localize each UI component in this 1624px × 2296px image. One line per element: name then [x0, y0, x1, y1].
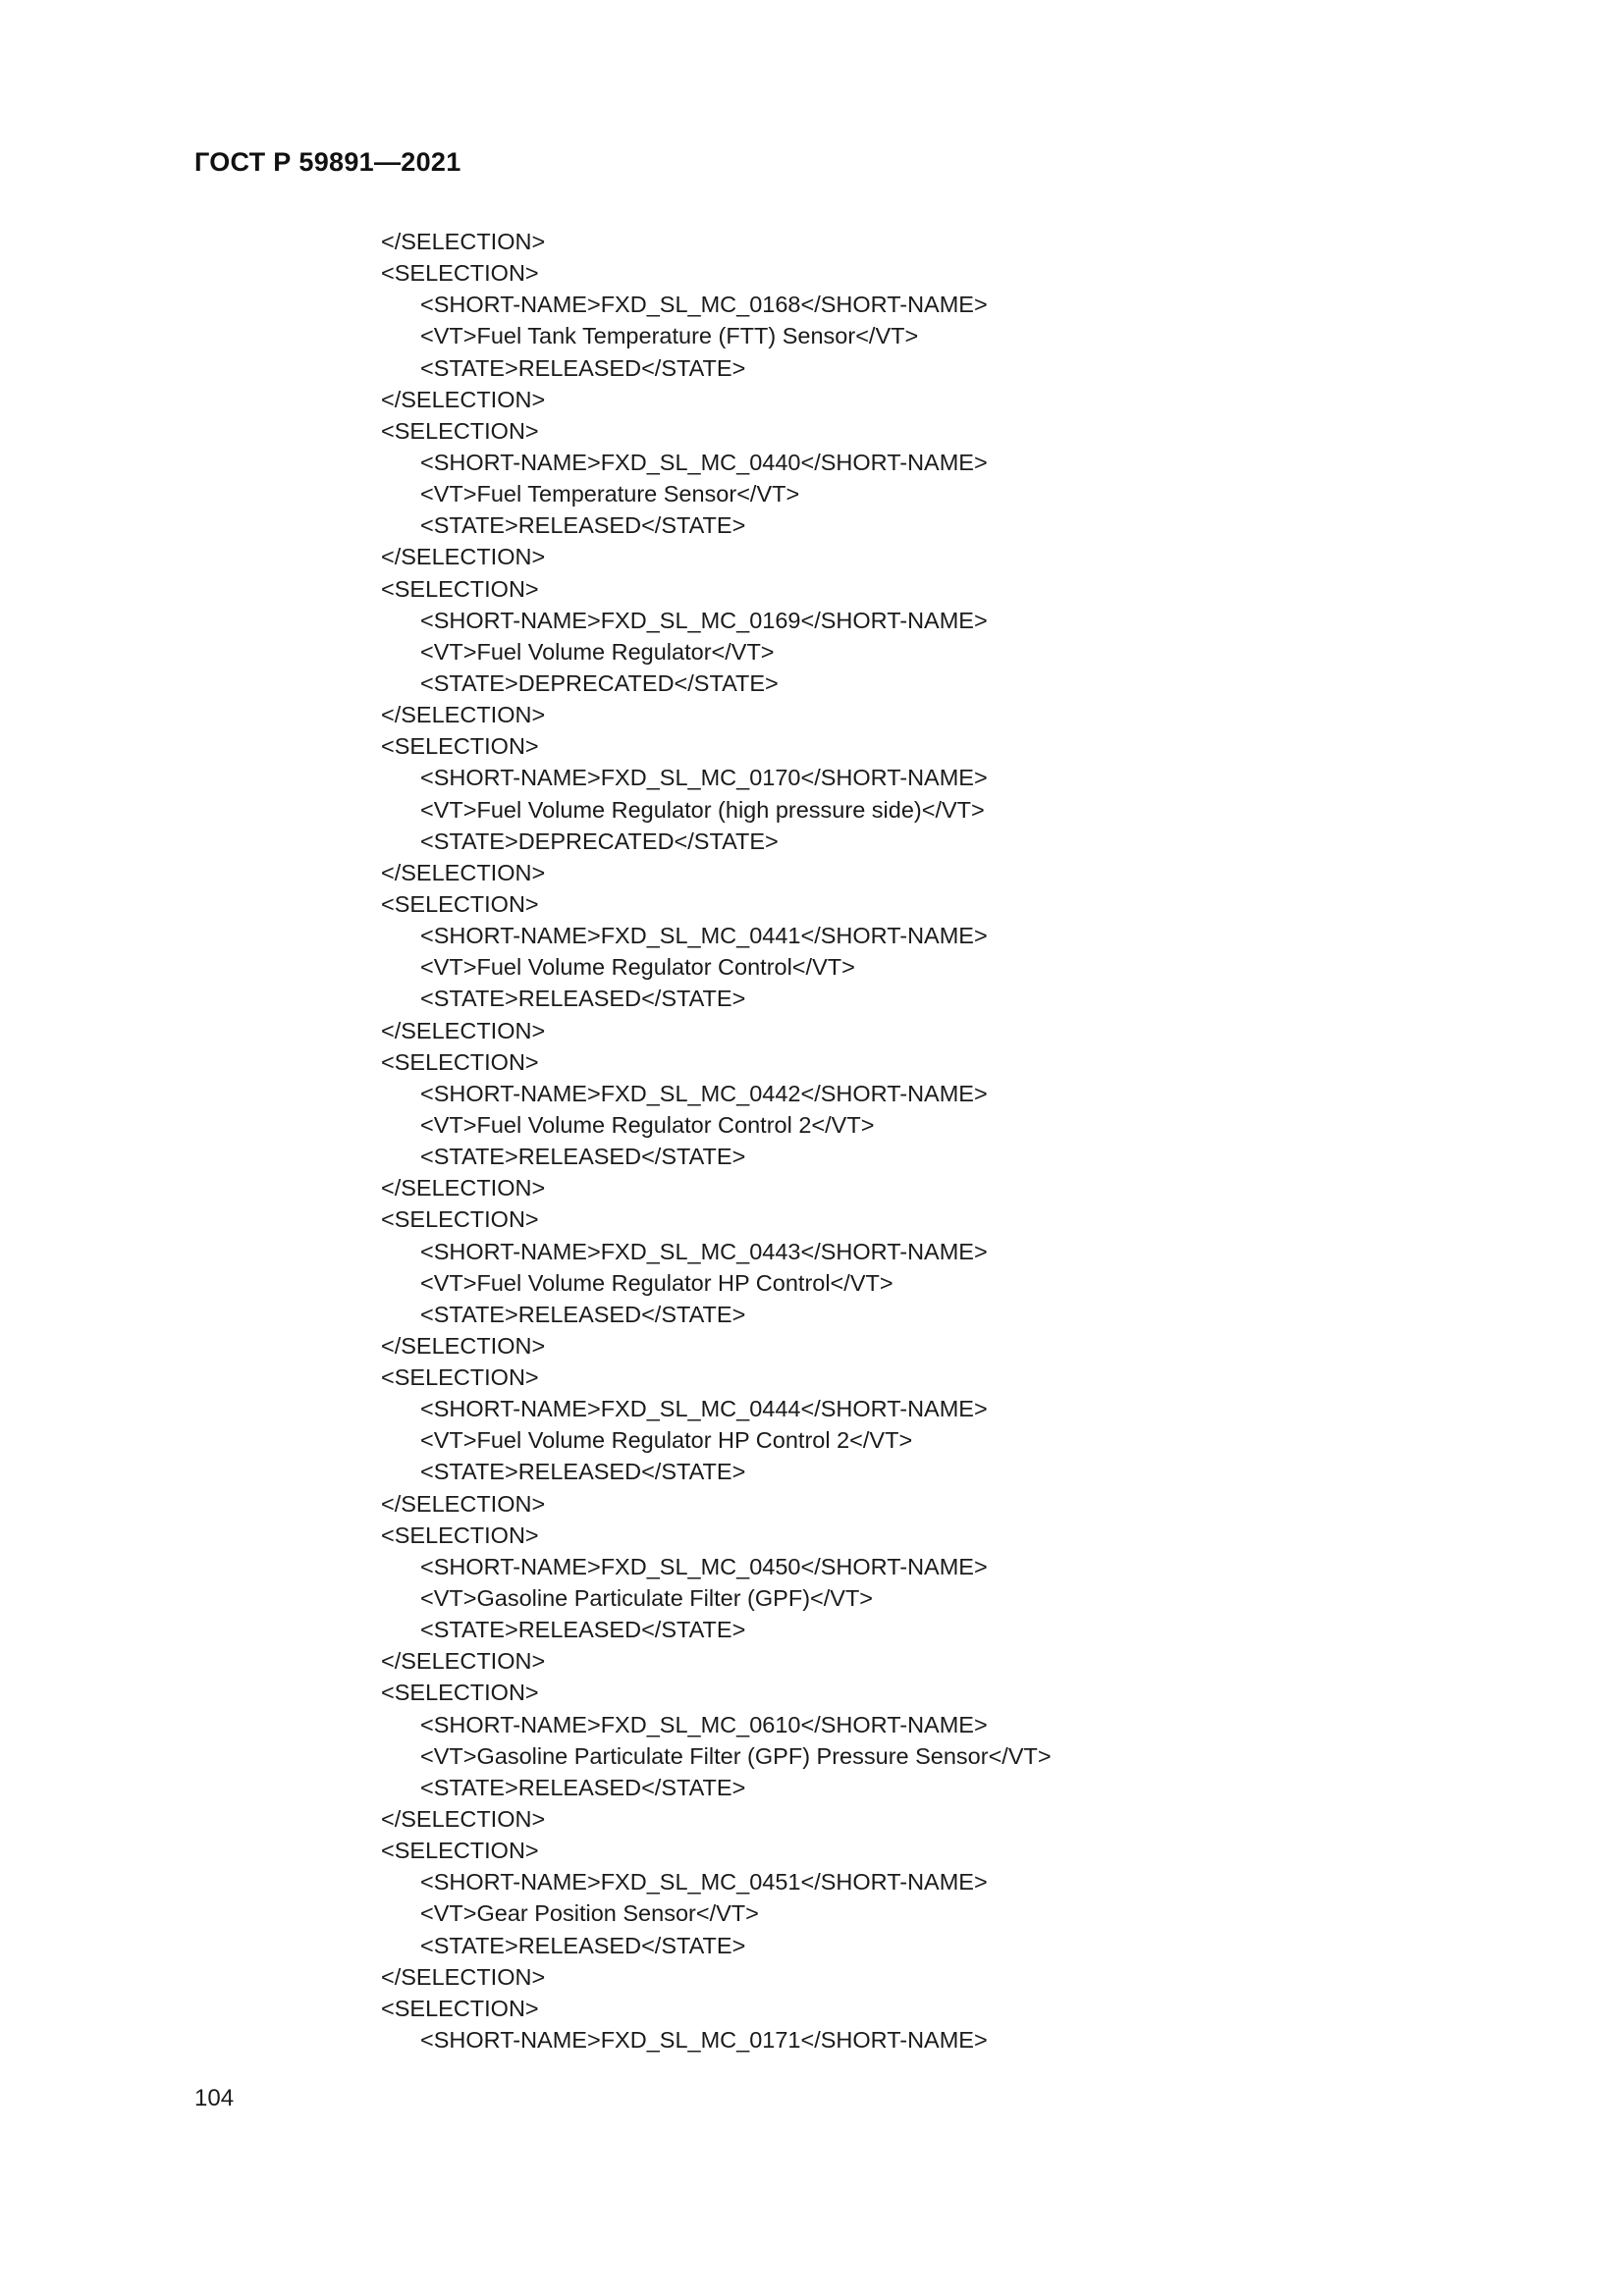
code-line: <STATE>RELEASED</STATE>	[420, 1932, 746, 1958]
code-line: </SELECTION>	[381, 702, 546, 728]
code-line: </SELECTION>	[381, 544, 546, 570]
code-line: <STATE>RELEASED</STATE>	[420, 354, 746, 381]
code-line: <STATE>RELEASED</STATE>	[420, 986, 746, 1012]
code-line: <SELECTION>	[381, 1048, 539, 1075]
code-line: </SELECTION>	[381, 229, 546, 254]
code-line: <SELECTION>	[381, 1364, 539, 1391]
code-line: <SELECTION>	[381, 575, 539, 602]
code-line: <VT>Fuel Volume Regulator (high pressure side)</VT>	[420, 796, 985, 823]
code-line: </SELECTION>	[381, 1490, 546, 1517]
code-line: <SHORT-NAME>FXD_SL_MC_0440</SHORT-NAME>	[420, 449, 988, 475]
code-line: <SELECTION>	[381, 260, 539, 287]
code-line: <VT>Fuel Volume Regulator HP Control 2</VT>	[420, 1427, 913, 1454]
code-line: <SHORT-NAME>FXD_SL_MC_0610</SHORT-NAME>	[420, 1711, 988, 1737]
code-line: </SELECTION>	[381, 1963, 546, 1990]
code-line: <SHORT-NAME>FXD_SL_MC_0444</SHORT-NAME>	[420, 1396, 988, 1422]
code-line: <STATE>RELEASED</STATE>	[420, 512, 746, 539]
code-line: <SHORT-NAME>FXD_SL_MC_0170</SHORT-NAME>	[420, 765, 988, 791]
code-line: </SELECTION>	[381, 386, 546, 412]
document-header: ГОСТ Р 59891—2021	[194, 147, 461, 177]
code-line: <STATE>RELEASED</STATE>	[420, 1617, 746, 1643]
code-line: </SELECTION>	[381, 1806, 546, 1833]
code-line: <VT>Fuel Volume Regulator HP Control</VT>	[420, 1269, 893, 1296]
code-line: <STATE>DEPRECATED</STATE>	[420, 828, 779, 854]
code-line: <VT>Fuel Volume Regulator Control 2</VT>	[420, 1111, 875, 1138]
code-line: <SELECTION>	[381, 1522, 539, 1548]
code-line: <STATE>RELEASED</STATE>	[420, 1301, 746, 1327]
code-line: <VT>Gasoline Particulate Filter (GPF)</VT>	[420, 1585, 874, 1612]
page-number: 104	[194, 2085, 235, 2111]
code-line: </SELECTION>	[381, 1332, 546, 1359]
code-line: </SELECTION>	[381, 1648, 546, 1675]
code-line: <STATE>RELEASED</STATE>	[420, 1459, 746, 1485]
code-line: <VT>Fuel Tank Temperature (FTT) Sensor</VT>	[420, 323, 919, 349]
code-line: <SELECTION>	[381, 1838, 539, 1864]
code-line: <SELECTION>	[381, 733, 539, 760]
code-line: <VT>Gear Position Sensor</VT>	[420, 1900, 759, 1927]
code-line: <VT>Gasoline Particulate Filter (GPF) Pressure Sensor</VT>	[420, 1742, 1052, 1769]
code-line: </SELECTION>	[381, 859, 546, 885]
code-line: <SHORT-NAME>FXD_SL_MC_0441</SHORT-NAME>	[420, 923, 988, 949]
code-line: <VT>Fuel Volume Regulator Control</VT>	[420, 954, 855, 981]
code-line: <STATE>RELEASED</STATE>	[420, 1144, 746, 1170]
code-line: <SHORT-NAME>FXD_SL_MC_0169</SHORT-NAME>	[420, 607, 988, 633]
code-line: <SELECTION>	[381, 890, 539, 917]
code-line: <STATE>RELEASED</STATE>	[420, 1774, 746, 1800]
xml-code-listing	[381, 226, 1052, 2056]
code-line: <SHORT-NAME>FXD_SL_MC_0450</SHORT-NAME>	[420, 1553, 988, 1579]
code-line: <SHORT-NAME>FXD_SL_MC_0168</SHORT-NAME>	[420, 292, 988, 318]
code-line: <VT>Fuel Volume Regulator</VT>	[420, 638, 775, 665]
code-line: <SHORT-NAME>FXD_SL_MC_0171</SHORT-NAME>	[420, 2027, 988, 2054]
code-line: <SHORT-NAME>FXD_SL_MC_0443</SHORT-NAME>	[420, 1238, 988, 1264]
code-line: <SELECTION>	[381, 1680, 539, 1706]
code-line: </SELECTION>	[381, 1175, 546, 1201]
code-line: <SELECTION>	[381, 417, 539, 444]
code-line: <SHORT-NAME>FXD_SL_MC_0451</SHORT-NAME>	[420, 1869, 988, 1896]
code-line: <SELECTION>	[381, 1995, 539, 2021]
code-line: <STATE>DEPRECATED</STATE>	[420, 669, 779, 696]
code-line: <SELECTION>	[381, 1206, 539, 1233]
code-line: </SELECTION>	[381, 1017, 546, 1043]
code-line: <VT>Fuel Temperature Sensor</VT>	[420, 481, 800, 507]
code-line: <SHORT-NAME>FXD_SL_MC_0442</SHORT-NAME>	[420, 1080, 988, 1106]
